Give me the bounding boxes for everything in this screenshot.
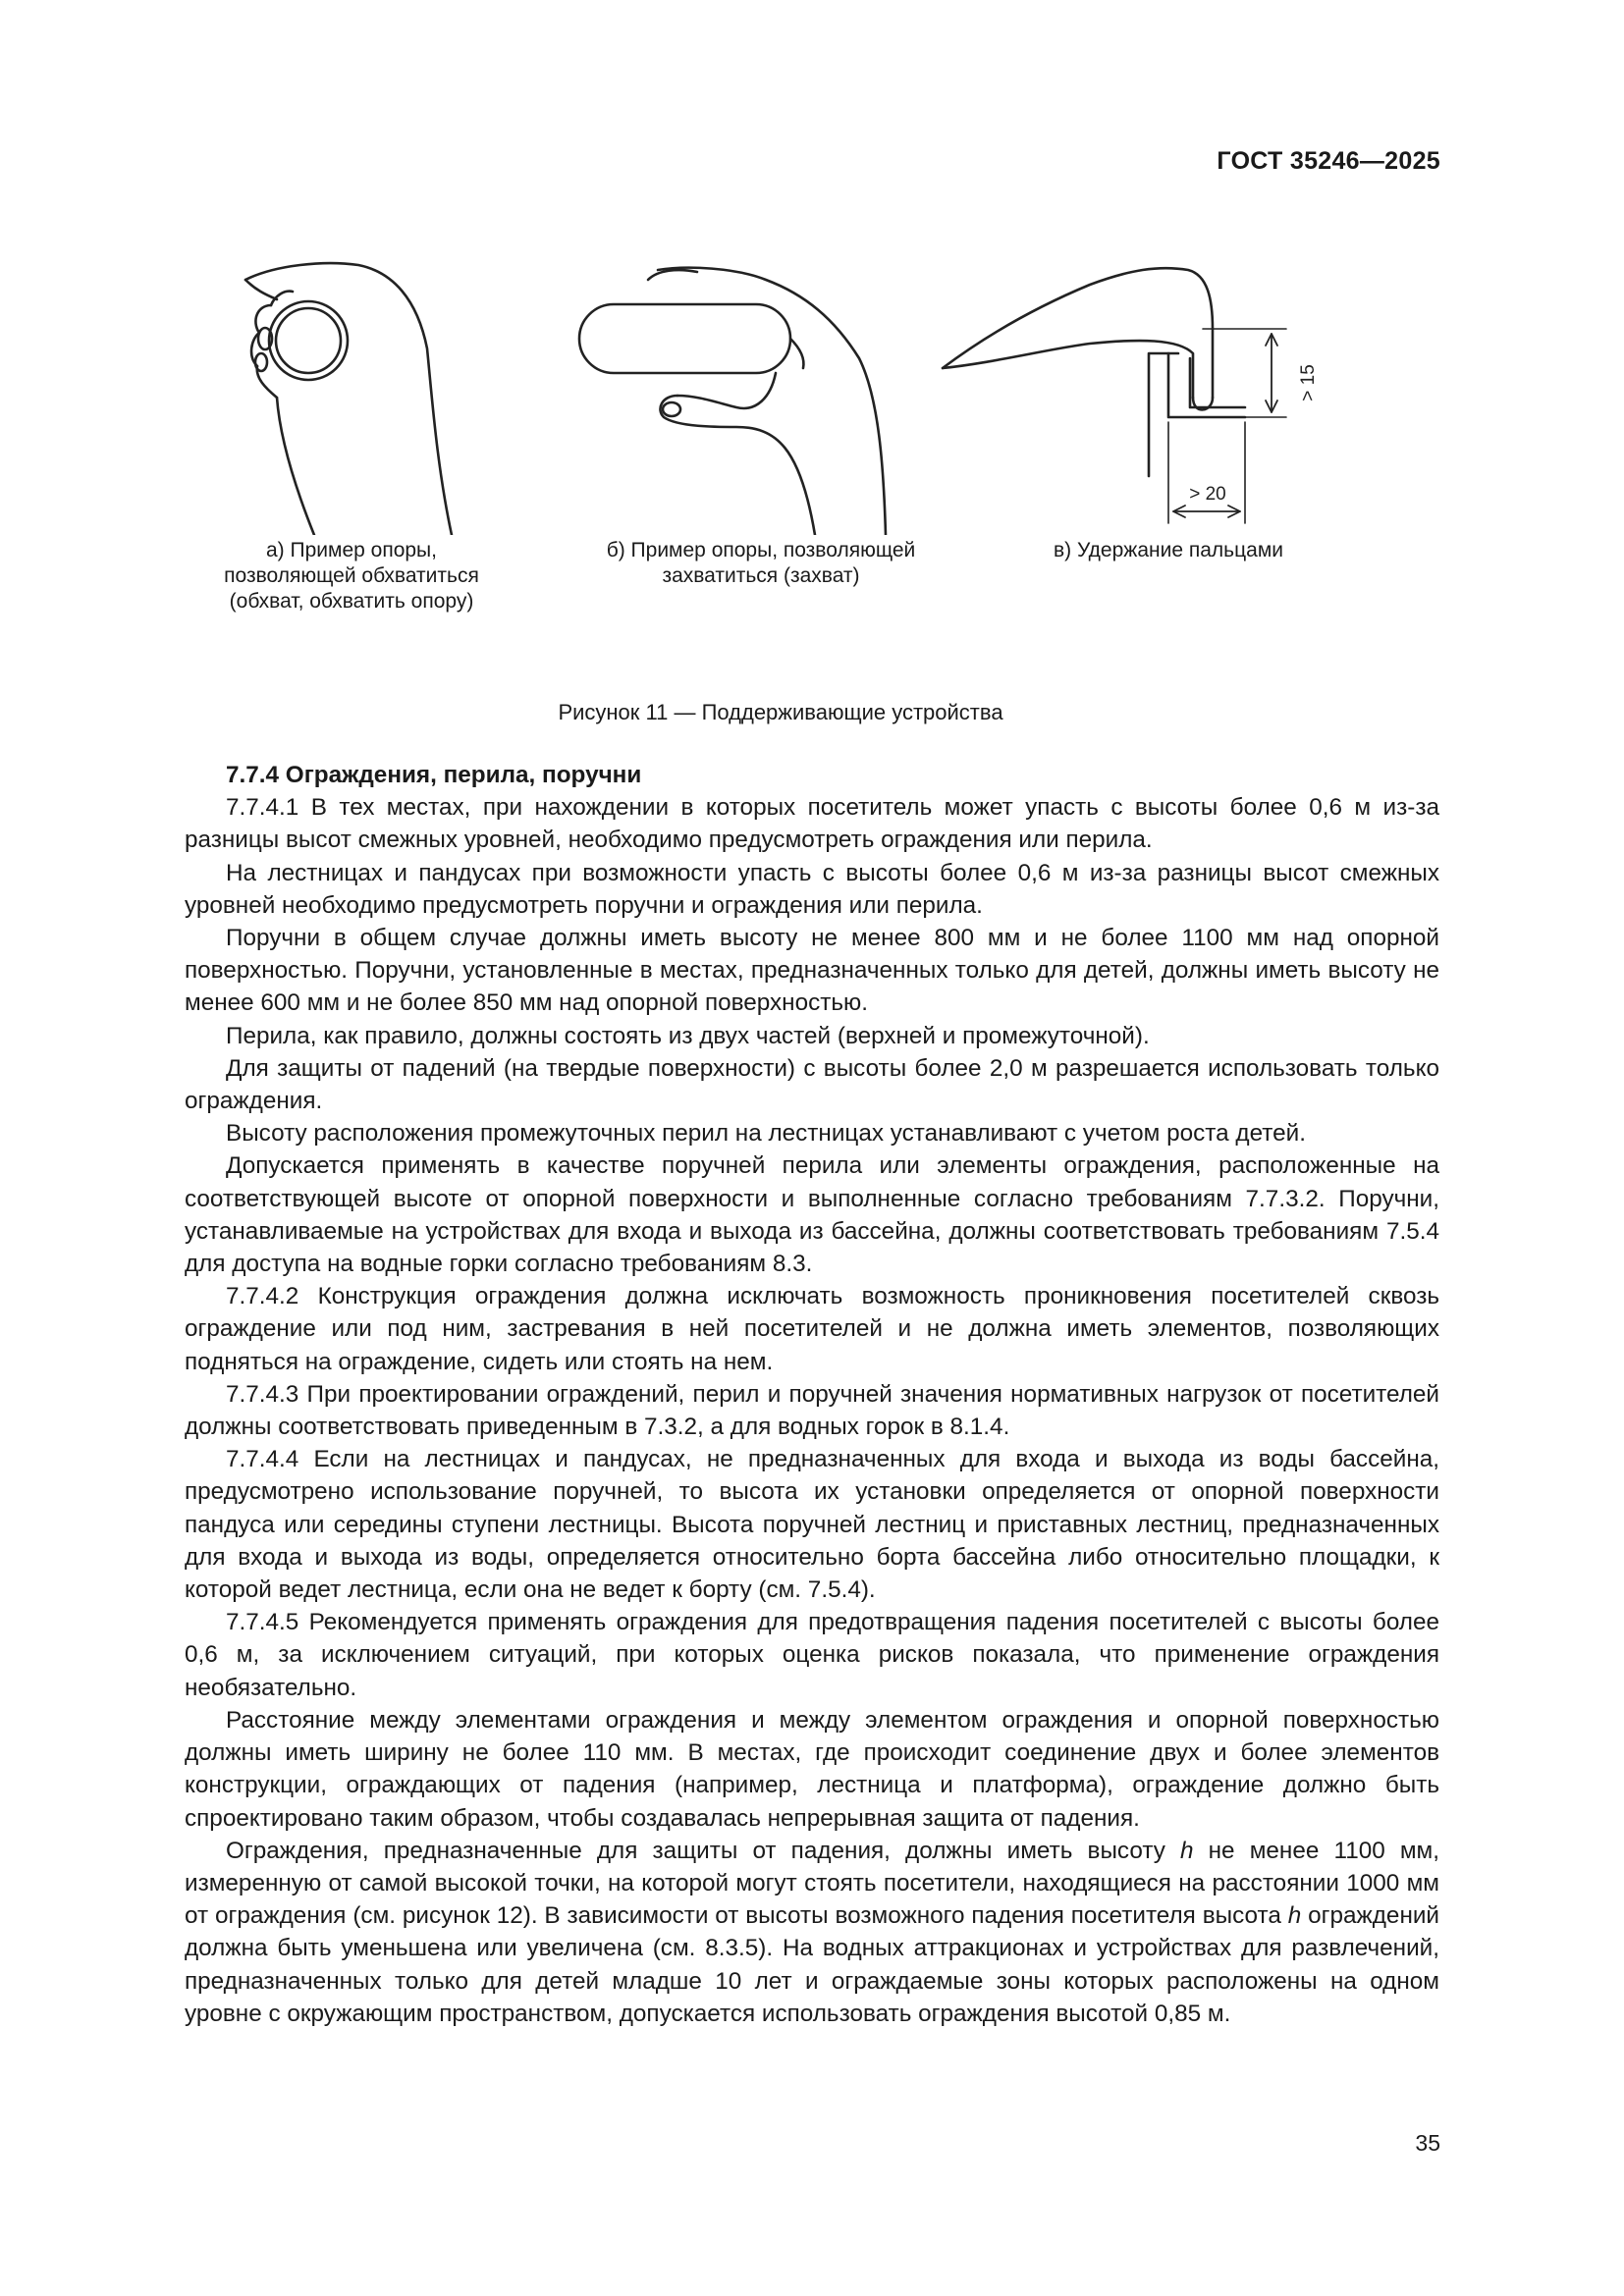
variable-h: h <box>1180 1837 1194 1864</box>
paragraph: Высоту расположения промежуточных перил на лестницах устанавливают с учетом роста детей. <box>226 1120 1306 1148</box>
document-standard-number: ГОСТ 35246—2025 <box>1217 147 1440 175</box>
section-title: 7.7.4 Ограждения, перила, поручни <box>226 762 642 788</box>
paragraph: Поручни в общем случае должны иметь высоту не менее 800 мм и не более 1100 мм над опорной поверхностью. Поручни, установленные в местах, предназначенных только для детей, должны иметь высоту не менее 600 мм и не более 850 мм над опорной поверхностью. <box>185 925 1439 1017</box>
paragraph: 7.7.4.5 Рекомендуется применять ограждения для предотвращения падения посетителей с высоты более 0,6 м, за исключением ситуаций, при которых оценка рисков показала, что применение ограждения необязательно. <box>185 1609 1439 1701</box>
text-run: Ограждения, предназначенные для защиты от падения, должны иметь высоту <box>226 1837 1180 1864</box>
figure-title: Рисунок 11 — Поддерживающие устройства <box>558 700 1003 724</box>
paragraph: 7.7.4.2 Конструкция ограждения должна исключать возможность проникновения посетителей сквозь ограждение или под ним, застревания в ней посетителей и не должна иметь элементов, позволяющих подняться на ограждение, сидеть или стоять на нем. <box>185 1283 1439 1375</box>
figure-caption-a: а) Пример опоры, позволяющей обхватиться (обхват, обхватить опору) <box>224 539 479 613</box>
figure-caption-b: б) Пример опоры, позволяющей захватиться (захват) <box>606 539 916 587</box>
hand-pinch-oval-bar-drawing <box>579 268 886 535</box>
dimension-height-label: > 15 <box>1298 364 1319 401</box>
hand-grip-round-bar-drawing <box>245 263 452 535</box>
figure-caption-c: в) Удержание пальцами <box>1054 539 1283 561</box>
paragraph: Допускается применять в качестве поручней перила или элементы ограждения, расположенные на соответствующей высоте от опорной поверхности и выполненные согласно требованиям 7.7.3.2. Поручни, устанавливаемые на устройствах для входа и выхода из бассейна, должны соответствовать требованиям 7.5.4 для доступа на водные горки согласно требованиям 8.3. <box>185 1152 1439 1278</box>
paragraph: 7.7.4.1 В тех местах, при нахождении в которых посетитель может упасть с высоты более 0,6 м из-за разницы высот смежных уровней, необходимо предусмотреть ограждения или перила. <box>185 794 1439 854</box>
page-number: 35 <box>1415 2130 1440 2156</box>
paragraph: 7.7.4.3 При проектировании ограждений, перил и поручней значения нормативных нагрузок от посетителей должны соответствовать приведенным в 7.3.2, а для водных горок в 8.1.4. <box>185 1380 1439 1441</box>
paragraph: Для защиты от падений (на твердые поверхности) с высоты более 2,0 м разрешается использовать только ограждения. <box>185 1054 1439 1115</box>
paragraph: 7.7.4.4 Если на лестницах и пандусах, не предназначенных для входа и выхода из воды бассейна, предусмотрено использование поручней, то высота их установки определяется от опорной поверхности пандуса или середины ступени лестницы. Высота поручней лестниц и приставных лестниц, предназначенных для входа и выхода из воды, определяется относительно борта бассейна либо относительно площадки, к которой ведет лестница, если она не ведет к борту (см. 7.5.4). <box>185 1446 1439 1604</box>
paragraph: Перила, как правило, должны состоять из двух частей (верхней и промежуточной). <box>226 1022 1150 1049</box>
finger-hold-drawing <box>943 268 1319 523</box>
figure-11-illustration <box>187 240 1443 535</box>
section-body <box>185 759 1439 2030</box>
paragraph: Расстояние между элементами ограждения и между элементом ограждения и опорной поверхностью должны иметь ширину не более 110 мм. В местах, где происходит соединение двух и более элементов конструкции, ограждающих от падения (например, лестница и платформа), ограждение должно быть спроектировано таким образом, чтобы создавалась непрерывная защита от падения. <box>185 1706 1439 1832</box>
paragraph: На лестницах и пандусах при возможности упасть с высоты более 0,6 м из-за разницы высот смежных уровней необходимо предусмотреть поручни и ограждения или перила. <box>185 859 1439 919</box>
text-run: не менее 1100 мм, измеренную от самой высокой точки, на которой могут стоять посетители, находящиеся на расстоянии 1000 мм от ограждения (см. рисунок 12). В зависимости от высоты возможного падения посетителя высота <box>185 1837 1440 1930</box>
variable-h: h <box>1287 1902 1302 1930</box>
paragraph-last <box>185 1835 1439 2030</box>
dimension-width-label: > 20 <box>1189 484 1226 505</box>
text-run: ограждений должна быть уменьшена или увеличена (см. 8.3.5). На водных аттракционах и устройствах для развлечений, предназначенных только для детей младше 10 лет и ограждаемые зоны которых расположены на одном уровне с окружающим пространством, допускается использовать ограждения высотой 0,85 м. <box>185 1902 1440 2027</box>
